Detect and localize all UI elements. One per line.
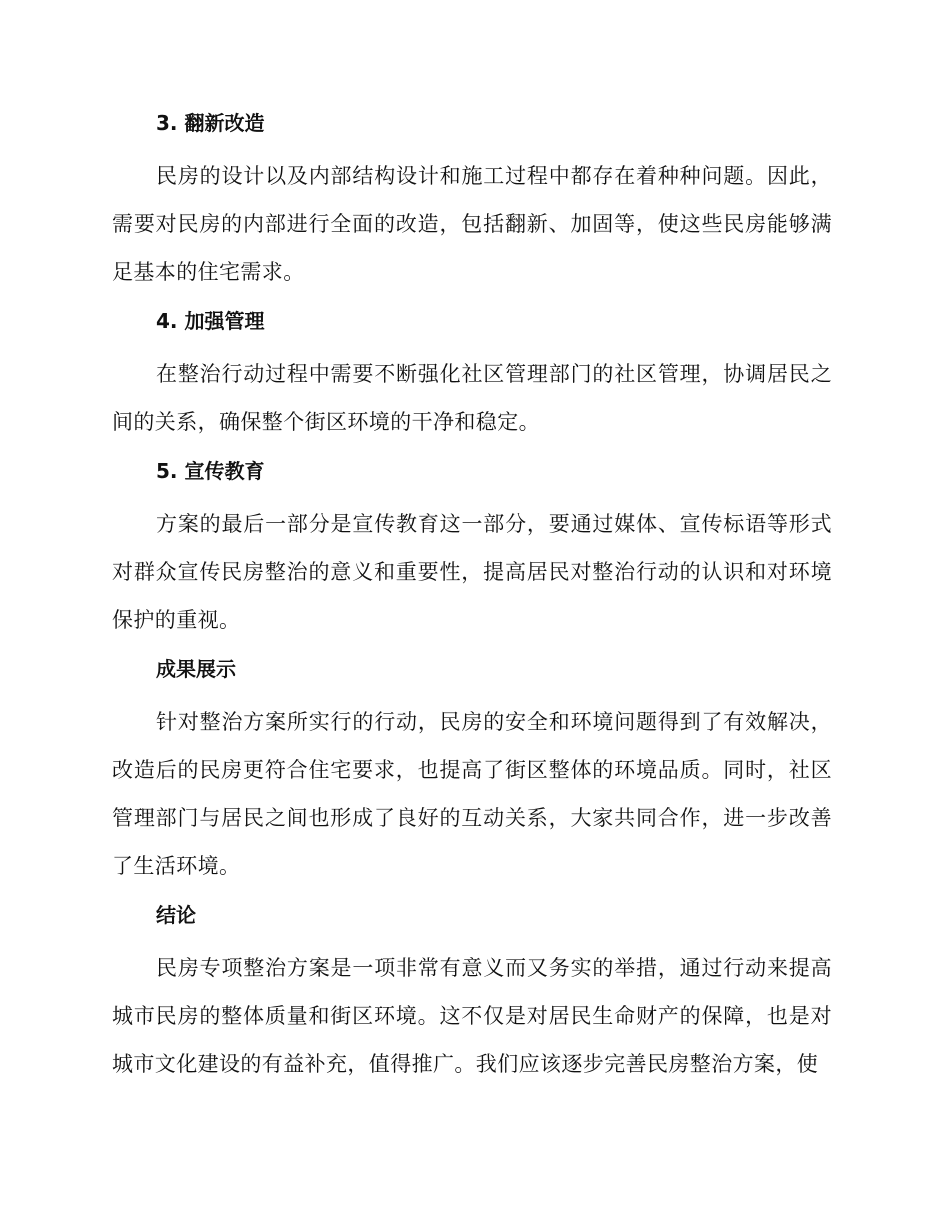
section-heading-publicity: 5. 宣传教育 [156,459,265,483]
section-paragraph-results: 针对整治方案所实行的行动，民房的安全和环境问题得到了有效解决，改造后的民房更符合住宅要求，也提高了街区整体的环境品质。同时，社区管理部门与居民之间也形成了良好的互动关系，大家共同合作，进一步改善了生活环境。 [112,710,832,878]
section-heading-renovation: 3. 翻新改造 [156,111,265,135]
section-paragraph-management: 在整治行动过程中需要不断强化社区管理部门的社区管理，协调居民之间的关系，确保整个街区环境的干净和稳定。 [112,362,832,434]
section-heading-results: 成果展示 [156,657,236,681]
section-paragraph-publicity: 方案的最后一部分是宣传教育这一部分，要通过媒体、宣传标语等形式对群众宣传民房整治的意义和重要性，提高居民对整治行动的认识和对环境保护的重视。 [112,512,832,632]
section-heading-conclusion: 结论 [156,903,196,927]
section-paragraph-renovation: 民房的设计以及内部结构设计和施工过程中都存在着种种问题。因此，需要对民房的内部进行全面的改造，包括翻新、加固等，使这些民房能够满足基本的住宅需求。 [112,164,832,284]
document-body [112,108,832,1088]
section-paragraph-conclusion: 民房专项整治方案是一项非常有意义而又务实的举措，通过行动来提高城市民房的整体质量和街区环境。这不仅是对居民生命财产的保障，也是对城市文化建设的有益补充，值得推广。我们应该逐步完善民房整治方案，使 [112,956,832,1076]
section-heading-management: 4. 加强管理 [156,309,265,333]
